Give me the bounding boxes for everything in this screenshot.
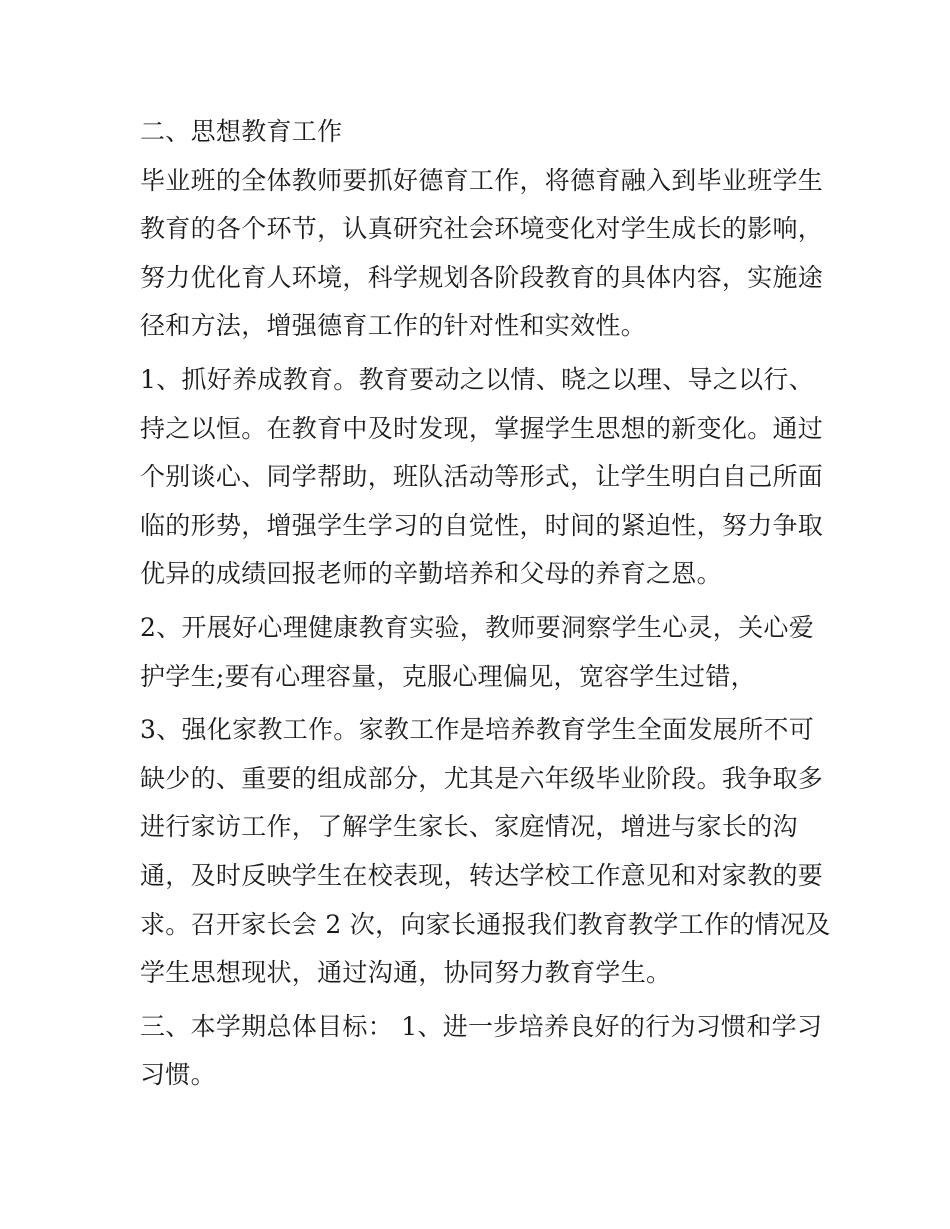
paragraph-line: 教育的各个环节，认真研究社会环境变化对学生成长的影响， bbox=[140, 214, 824, 244]
paragraph-line: 学生思想现状，通过沟通，协同努力教育学生。 bbox=[140, 958, 672, 988]
paragraph-line: 通，及时反映学生在校表现，转达学校工作意见和对家教的要 bbox=[140, 860, 824, 890]
list-item-2-line: 2、开展好心理健康教育实验，教师要洞察学生心灵，关心爱 bbox=[140, 612, 815, 642]
paragraph-line: 临的形势，增强学生学习的自觉性，时间的紧迫性，努力争取 bbox=[140, 510, 824, 540]
paragraph-line: 护学生;要有心理容量，克服心理偏见，宽容学生过错， bbox=[140, 661, 756, 691]
paragraph-line: 持之以恒。在教育中及时发现，掌握学生思想的新变化。通过 bbox=[140, 413, 824, 443]
paragraph-line: 个别谈心、同学帮助，班队活动等形式，让学生明白自己所面 bbox=[140, 462, 824, 492]
paragraph-line: 求。召开家长会 2 次，向家长通报我们教育教学工作的情况及 bbox=[140, 909, 831, 939]
paragraph-line: 优异的成绩回报老师的辛勤培养和父母的养育之恩。 bbox=[140, 559, 722, 589]
document-body bbox=[140, 108, 831, 1100]
paragraph-line: 努力优化育人环境，科学规划各阶段教育的具体内容，实施途 bbox=[140, 262, 824, 292]
list-item-3-line: 3、强化家教工作。家教工作是培养教育学生全面发展所不可 bbox=[140, 715, 815, 745]
paragraph-line: 毕业班的全体教师要抓好德育工作，将德育融入到毕业班学生 bbox=[140, 165, 824, 195]
paragraph-line: 缺少的、重要的组成部分，尤其是六年级毕业阶段。我争取多 bbox=[140, 763, 824, 793]
section-heading-thought-education: 二、思想教育工作 bbox=[140, 117, 343, 146]
paragraph-line: 进行家访工作，了解学生家长、家庭情况，增进与家长的沟 bbox=[140, 812, 798, 842]
paragraph-line: 习惯。 bbox=[140, 1060, 216, 1090]
paragraph-line: 径和方法，增强德育工作的针对性和实效性。 bbox=[140, 311, 647, 341]
section-heading-semester-goals: 三、本学期总体目标： 1、进一步培养良好的行为习惯和学习 bbox=[140, 1011, 823, 1041]
list-item-1-line: 1、抓好养成教育。教育要动之以情、晓之以理、导之以行、 bbox=[140, 364, 815, 394]
